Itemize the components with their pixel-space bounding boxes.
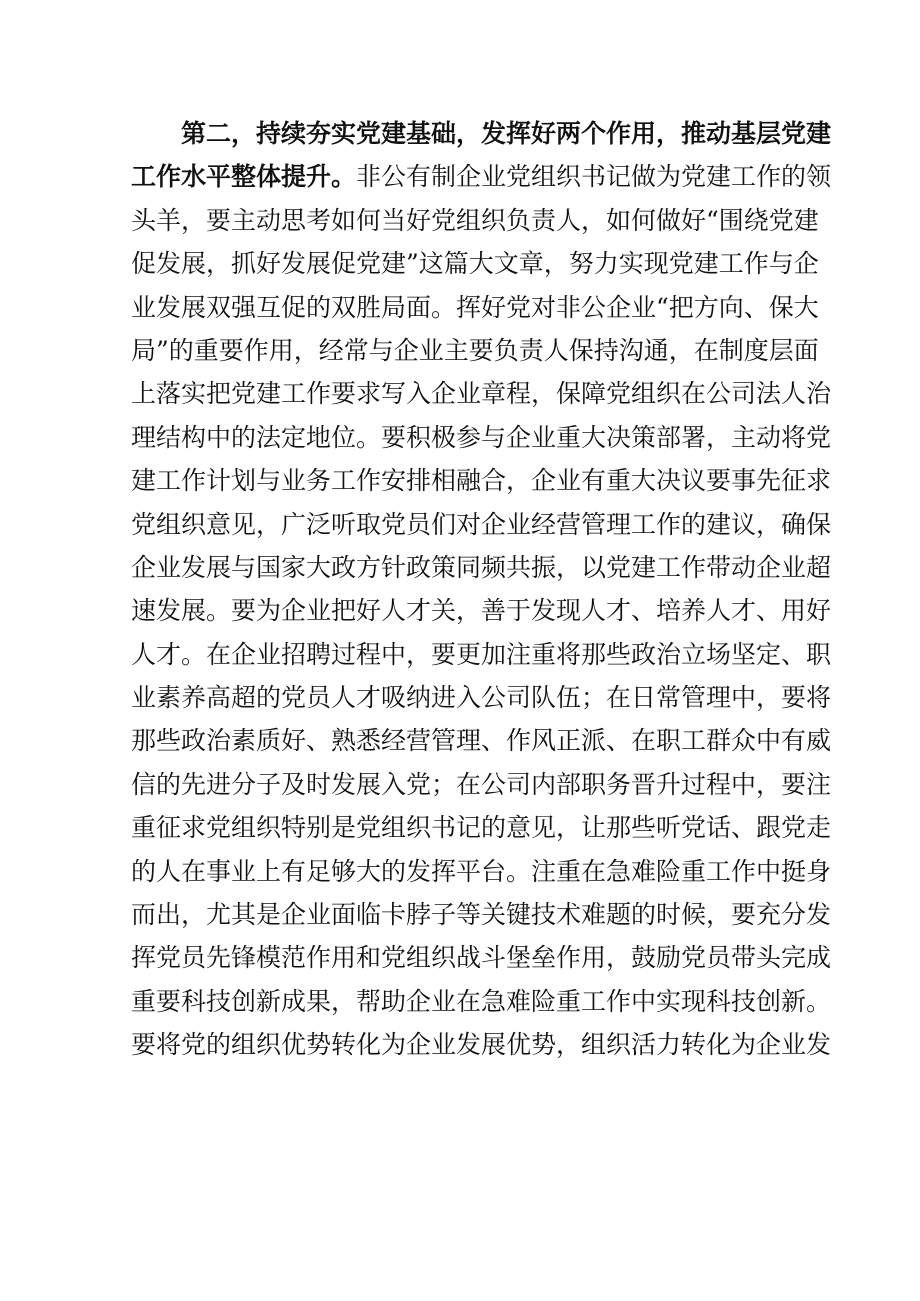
text-line: 信的先进分子及时发展入党；在公司内部职务晋升过程中，要注 xyxy=(131,769,832,799)
text-line: 业发展双强互促的双胜局面。挥好党对非公企业“把方向、保大 xyxy=(131,292,819,322)
text-line: 要将党的组织优势转化为企业发展优势，组织活力转化为企业发 xyxy=(131,1030,832,1060)
body-paragraph xyxy=(131,112,832,1067)
text-line: 重要科技创新成果，帮助企业在急难险重工作中实现科技创新。 xyxy=(131,986,832,1016)
text-line: 理结构中的法定地位。要积极参与企业重大决策部署，主动将党 xyxy=(131,422,832,452)
text-line: 上落实把党建工作要求写入企业章程，保障党组织在公司法人治 xyxy=(131,379,832,409)
text-line: 而出，尤其是企业面临卡脖子等关键技术难题的时候，要充分发 xyxy=(131,900,832,930)
text-line: 速发展。要为企业把好人才关，善于发现人才、培养人才、用好 xyxy=(131,596,832,626)
paragraph-line-2 xyxy=(131,155,832,198)
text-line: 业素养高超的党员人才吸纳进入公司队伍；在日常管理中，要将 xyxy=(131,683,832,713)
text-line: 挥党员先锋模范作用和党组织战斗堡垒作用，鼓励党员带头完成 xyxy=(131,943,832,973)
text-line: 建工作计划与业务工作安排相融合，企业有重大决议要事先征求 xyxy=(131,466,832,496)
paragraph-heading-line-2: 工作水平整体提升。 xyxy=(131,162,357,192)
text-line: 党组织意见，广泛听取党员们对企业经营管理工作的建议，确保 xyxy=(131,509,832,539)
text-line: 人才。在企业招聘过程中，要更加注重将那些政治立场坚定、职 xyxy=(131,639,832,669)
paragraph-body-line-2: 非公有制企业党组织书记做为党建工作的领 xyxy=(356,162,832,192)
text-line: 重征求党组织特别是党组织书记的意见，让那些听党话、跟党走 xyxy=(131,813,832,843)
text-line: 局”的重要作用，经常与企业主要负责人保持沟通，在制度层面 xyxy=(131,335,819,365)
text-line: 企业发展与国家大政方针政策同频共振，以党建工作带动企业超 xyxy=(131,552,832,582)
text-line: 促发展，抓好发展促党建”这篇大文章，努力实现党建工作与企 xyxy=(131,249,819,279)
text-line: 那些政治素质好、熟悉经营管理、作风正派、在职工群众中有威 xyxy=(131,726,832,756)
text-line: 的人在事业上有足够大的发挥平台。注重在急难险重工作中挺身 xyxy=(131,856,832,886)
paragraph-heading-line-1: 第二，持续夯实党建基础，发挥好两个作用，推动基层党建 xyxy=(181,119,832,148)
text-line: 头羊，要主动思考如何当好党组织负责人，如何做好“围绕党建 xyxy=(131,205,819,235)
